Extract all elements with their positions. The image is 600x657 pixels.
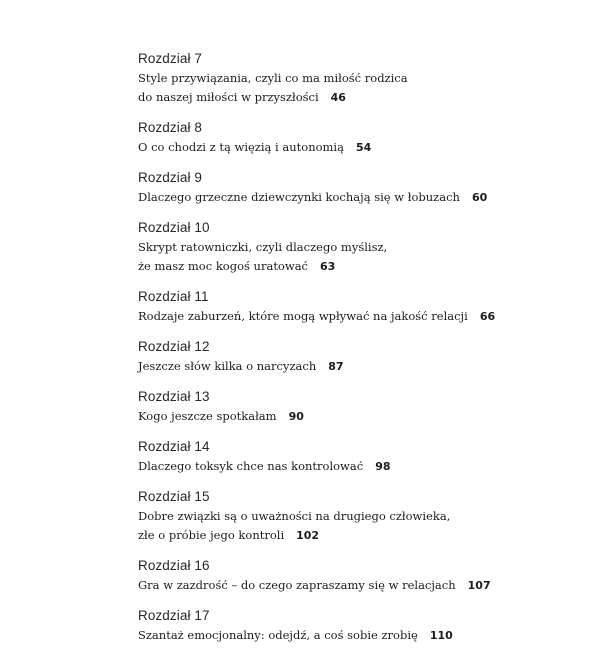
- table-of-contents: [138, 50, 578, 657]
- chapter-title-text: Dlaczego grzeczne dziewczynki kochają się w łobuzach: [138, 190, 460, 204]
- chapter-title-line: [138, 238, 578, 257]
- toc-entry: [138, 557, 578, 595]
- chapter-label: Rozdział 14: [138, 439, 210, 454]
- page-number: 87: [328, 360, 344, 373]
- page-number: 63: [320, 260, 336, 273]
- chapter-title-line: [138, 69, 578, 88]
- chapter-label: Rozdział 12: [138, 339, 210, 354]
- toc-entry: [138, 607, 578, 645]
- chapter-label: Rozdział 8: [138, 120, 203, 135]
- chapter-title-text: Szantaż emocjonalny: odejdź, a coś sobie zrobię: [138, 628, 418, 642]
- page-number: 98: [375, 460, 391, 473]
- chapter-title-text: Jeszcze słów kilka o narcyzach: [138, 359, 317, 373]
- chapter-title-text: że masz moc kogoś uratować: [138, 259, 309, 273]
- page-number: 60: [471, 191, 488, 204]
- chapter-label: Rozdział 16: [138, 558, 210, 573]
- page-number: 54: [355, 141, 372, 154]
- chapter-title-text: Kogo jeszcze spotkałam: [138, 409, 277, 423]
- chapter-label: Rozdział 13: [138, 389, 210, 404]
- toc-entry: [138, 219, 578, 276]
- toc-entry: [138, 438, 578, 476]
- page-number: 90: [288, 410, 304, 423]
- chapter-title-line: [138, 526, 578, 545]
- chapter-title-line: [138, 138, 578, 157]
- chapter-label: Rozdział 10: [138, 220, 210, 235]
- toc-entry: [138, 288, 578, 326]
- chapter-title-line: [138, 407, 578, 426]
- chapter-title-line: [138, 88, 578, 107]
- chapter-title-line: [138, 457, 578, 476]
- chapter-label: Rozdział 17: [138, 608, 210, 623]
- chapter-title-text: złe o próbie jego kontroli: [138, 528, 285, 542]
- chapter-title-text: Gra w zazdrość – do czego zapraszamy się w relacjach: [138, 578, 456, 592]
- chapter-title-text: Skrypt ratowniczki, czyli dlaczego myślisz,: [138, 240, 388, 254]
- chapter-title-text: Rodzaje zaburzeń, które mogą wpływać na jakość relacji: [138, 309, 468, 323]
- toc-entry: [138, 388, 578, 426]
- toc-entry: [138, 50, 578, 107]
- chapter-title-line: [138, 307, 578, 326]
- toc-entry: [138, 488, 578, 545]
- chapter-title-line: [138, 507, 578, 526]
- toc-entry: [138, 169, 578, 207]
- chapter-label: Rozdział 7: [138, 51, 203, 66]
- chapter-label: Rozdział 15: [138, 489, 210, 504]
- chapter-label: Rozdział 9: [138, 170, 203, 185]
- chapter-title-line: [138, 257, 578, 276]
- chapter-title-line: [138, 626, 578, 645]
- chapter-title-text: Dobre związki są o uważności na drugiego człowieka,: [138, 509, 451, 523]
- toc-entry: [138, 119, 578, 157]
- page-number: 46: [330, 91, 346, 104]
- page-number: 102: [296, 529, 320, 542]
- chapter-title-text: Style przywiązania, czyli co ma miłość rodzica: [138, 71, 408, 85]
- page-number: 107: [467, 579, 491, 592]
- page-number: 110: [429, 629, 453, 642]
- chapter-label: Rozdział 11: [138, 289, 209, 304]
- chapter-title-line: [138, 188, 578, 207]
- chapter-title-text: O co chodzi z tą więzią i autonomią: [138, 140, 344, 154]
- chapter-title-text: Dlaczego toksyk chce nas kontrolować: [138, 459, 364, 473]
- page-number: 66: [479, 310, 496, 323]
- chapter-title-text: do naszej miłości w przyszłości: [138, 90, 319, 104]
- toc-entry: [138, 338, 578, 376]
- chapter-title-line: [138, 576, 578, 595]
- chapter-title-line: [138, 357, 578, 376]
